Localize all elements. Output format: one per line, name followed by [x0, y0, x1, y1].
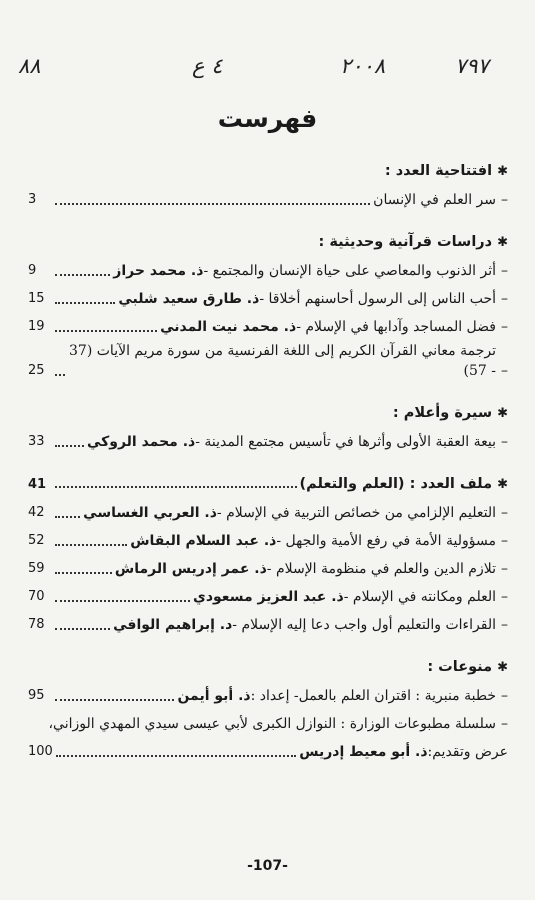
entry-author: ذ. طارق سعيد شلبي [118, 291, 260, 307]
asterisk-icon: ✱ [497, 235, 508, 250]
dot-leader [55, 699, 174, 701]
entry-title: عرض وتقديم: [427, 744, 508, 760]
entry-title: أحب الناس إلى الرسول أحاسنهم أخلاقا - [259, 291, 496, 307]
section-heading-text: دراسات قرآنية وحديثية : [318, 234, 493, 250]
dash-bullet: – [501, 505, 508, 521]
entry-author: ذ. العربي الغساسي [83, 505, 217, 521]
entry-author: ذ. عبد السلام البقاش [130, 533, 277, 549]
handwritten-note: ٢٠٠٨ [340, 54, 386, 78]
page-number: 70 [28, 589, 45, 604]
toc-entry [28, 551, 508, 579]
toc-section [28, 656, 508, 762]
dot-leader [55, 600, 190, 602]
dash-bullet: – [501, 434, 508, 450]
table-of-contents [28, 160, 508, 783]
handwritten-note: ٧٩٧ [455, 54, 489, 78]
entry-title: فضل المساجد وآدابها في الإسلام - [296, 319, 496, 335]
handwritten-annotations [0, 54, 535, 88]
dash-bullet: – [501, 291, 508, 307]
dash-bullet: – [501, 363, 508, 379]
toc-section [28, 160, 508, 210]
entry-title: خطبة منبرية : اقتران العلم بالعمل- إعداد : [250, 688, 496, 704]
page-number: 52 [28, 533, 45, 548]
page-number: 33 [28, 434, 45, 449]
toc-entry [28, 495, 508, 523]
entry-title: سر العلم في الإنسان [373, 192, 496, 208]
toc-section [28, 402, 508, 452]
asterisk-icon: ✱ [497, 406, 508, 421]
page-number-footer: -107- [247, 858, 288, 874]
entry-title: التعليم الإلزامي من خصائص التربية في الإسلام - [216, 505, 496, 521]
dot-leader [55, 274, 110, 276]
entry-title: سلسلة مطبوعات الوزارة : النوازل الكبرى لأبي عيسى سيدي المهدي الوزاني، [48, 716, 496, 732]
toc-entry [28, 607, 508, 635]
toc-entry [28, 579, 508, 607]
asterisk-icon: ✱ [497, 660, 508, 675]
entry-title: أثر الذنوب والمعاصي على حياة الإنسان والمجتمع - [203, 263, 496, 279]
page-number: 19 [28, 319, 45, 334]
page-number: 78 [28, 617, 45, 632]
dot-leader [55, 486, 297, 488]
entry-title: تلازم الدين والعلم في منظومة الإسلام - [266, 561, 496, 577]
toc-entry [28, 424, 508, 452]
entry-author: ذ. عبد العزيز مسعودي [193, 589, 344, 605]
section-heading [28, 473, 508, 495]
entry-author: ذ. أبو معيط إدريس [299, 744, 428, 760]
handwritten-note: ٤ ع [192, 54, 223, 78]
toc-entry [28, 734, 508, 762]
toc-entry [28, 706, 508, 734]
dash-bullet: – [501, 319, 508, 335]
entry-title: ترجمة معاني القرآن الكريم إلى اللغة الفرنسية من سورة مريم الآيات (37 - 57) [69, 343, 496, 379]
dot-leader [55, 203, 370, 205]
section-heading-text: ملف العدد : (العلم والتعلم) [299, 476, 493, 492]
toc-entry [28, 182, 508, 210]
page-number: 25 [28, 363, 45, 378]
entry-author: ذ. محمد حراز [113, 263, 204, 279]
section-heading-text: منوعات : [427, 659, 493, 675]
page-number: 15 [28, 291, 45, 306]
dot-leader [55, 516, 80, 518]
dash-bullet: – [501, 192, 508, 208]
dot-leader [55, 374, 65, 376]
page-number: 59 [28, 561, 45, 576]
entry-author: ذ. عمر إدريس الرماش [114, 561, 267, 577]
dash-bullet: – [501, 716, 508, 732]
dash-bullet: – [501, 533, 508, 549]
section-heading [28, 656, 508, 678]
dot-leader [55, 628, 110, 630]
entry-title: مسؤولية الأمة في رفع الأمية والجهل - [276, 533, 496, 549]
entry-author: ذ. أبو أيمن [177, 688, 251, 704]
page-number: 3 [28, 192, 37, 207]
dot-leader [56, 755, 296, 757]
toc-entry [28, 337, 508, 381]
entry-title: بيعة العقبة الأولى وأثرها في تأسيس مجتمع المدينة - [195, 434, 496, 450]
page-number: 9 [28, 263, 37, 278]
dash-bullet: – [501, 263, 508, 279]
dot-leader [55, 330, 157, 332]
dot-leader [55, 445, 84, 447]
toc-entry [28, 253, 508, 281]
toc-entry [28, 523, 508, 551]
asterisk-icon: ✱ [497, 477, 508, 492]
toc-section [28, 231, 508, 381]
section-heading-text: افتتاحية العدد : [384, 163, 493, 179]
section-heading [28, 231, 508, 253]
dot-leader [55, 544, 127, 546]
dot-leader [55, 302, 115, 304]
toc-entry [28, 309, 508, 337]
dash-bullet: – [501, 589, 508, 605]
entry-author: ذ. محمد نيت المدني [160, 319, 297, 335]
asterisk-icon: ✱ [497, 164, 508, 179]
section-heading [28, 402, 508, 424]
dash-bullet: – [501, 561, 508, 577]
page-number: 100 [28, 744, 53, 759]
page-title: فهرست [217, 104, 318, 133]
toc-entry [28, 678, 508, 706]
dash-bullet: – [501, 617, 508, 633]
toc-section [28, 473, 508, 635]
section-heading [28, 160, 508, 182]
page-number: 95 [28, 688, 45, 703]
entry-title: العلم ومكانته في الإسلام - [343, 589, 496, 605]
dash-bullet: – [501, 688, 508, 704]
page-number: 41 [28, 477, 47, 492]
entry-author: د. إبراهيم الوافي [113, 617, 233, 633]
handwritten-note: ٨٨ [18, 54, 41, 78]
entry-author: ذ. محمد الروكي [86, 434, 196, 450]
dot-leader [55, 572, 112, 574]
page-number: 42 [28, 505, 45, 520]
toc-entry [28, 281, 508, 309]
entry-title: القراءات والتعليم أول واجب دعا إليه الإسلام - [232, 617, 496, 633]
section-heading-text: سيرة وأعلام : [392, 405, 493, 421]
